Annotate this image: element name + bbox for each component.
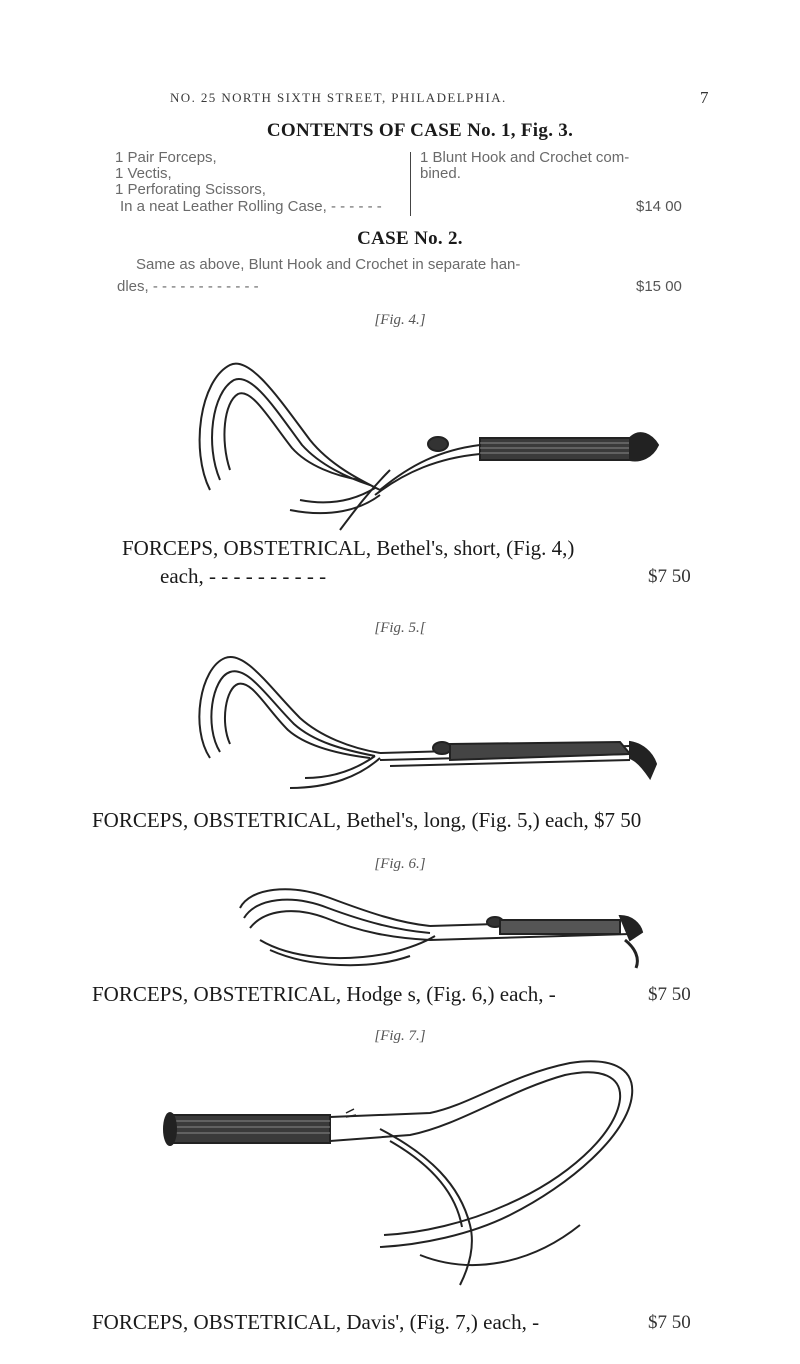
list-item: 1 Vectis, (115, 165, 172, 182)
fig-5-caption: FORCEPS, OBSTETRICAL, Bethel's, long, (Fig. 5,) each, $7 50 (92, 808, 642, 832)
fig-6-caption: FORCEPS, OBSTETRICAL, Hodge s, (Fig. 6,) each, - (92, 982, 556, 1006)
case-2-description-line-1: Same as above, Blunt Hook and Crochet in separate han- (136, 256, 521, 273)
case-1-left-list (115, 150, 266, 198)
case-2-price: $15 00 (636, 278, 682, 295)
fig-5-label: [Fig. 5.[ (374, 620, 426, 636)
forceps-short-illustration-icon (190, 340, 670, 530)
forceps-davis-illustration-icon (170, 1055, 650, 1295)
running-head: NO. 25 NORTH SIXTH STREET, PHILADELPHIA. (170, 90, 507, 105)
fig-4-label: [Fig. 4.] (374, 312, 426, 328)
list-item: 1 Blunt Hook and Crochet com- (420, 149, 630, 166)
fig-7-label: [Fig. 7.] (374, 1028, 426, 1044)
list-item: 1 Perforating Scissors, (115, 181, 266, 198)
case-1-title: CONTENTS OF CASE No. 1, Fig. 3. (266, 120, 574, 141)
forceps-hodge-illustration-icon (230, 878, 650, 978)
fig-4-price: $7 50 (648, 566, 691, 587)
fig-6-price: $7 50 (648, 984, 691, 1005)
page-number: 7 (700, 88, 709, 107)
fig-7-price: $7 50 (648, 1312, 691, 1333)
fig-4-caption-line-2: each, - - - - - - - - - - (160, 564, 327, 588)
fig-7-caption: FORCEPS, OBSTETRICAL, Davis', (Fig. 7,) each, - (92, 1310, 540, 1334)
list-item: 1 Pair Forceps, (115, 149, 217, 166)
forceps-long-illustration-icon (190, 648, 670, 798)
list-item: bined. (420, 165, 461, 182)
case-2-description-line-2: dles, - - - - - - - - - - - - (117, 278, 259, 295)
fig-4-caption-line-1: FORCEPS, OBSTETRICAL, Bethel's, short, (Fig. 4,) (122, 536, 575, 560)
case-1-description: In a neat Leather Rolling Case, - - - - - - (120, 198, 382, 215)
fig-6-label: [Fig. 6.] (374, 856, 426, 872)
case-2-title: CASE No. 2. (357, 228, 463, 249)
list-divider (410, 152, 411, 216)
case-1-price: $14 00 (636, 198, 682, 215)
case-1-right-list (420, 150, 700, 182)
